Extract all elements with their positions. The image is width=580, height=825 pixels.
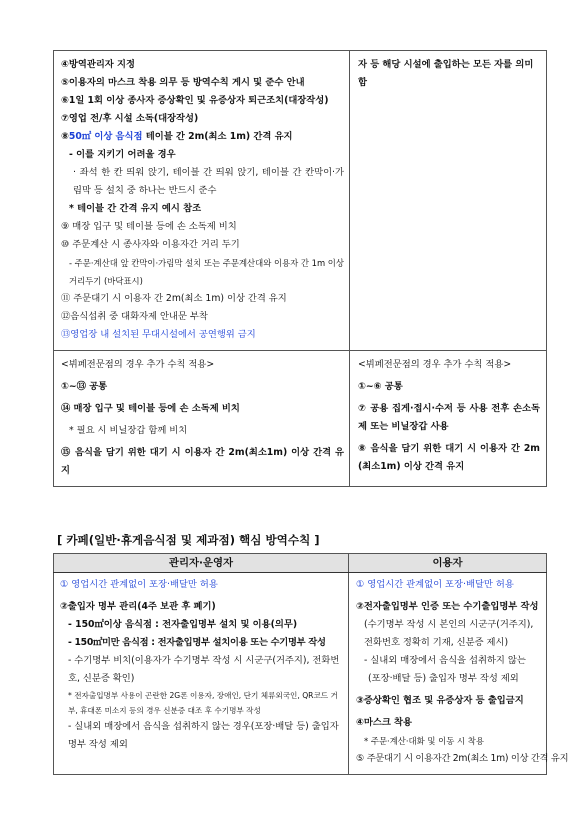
rule-subitem: - 실내외 매장에서 음식을 섭취하지 않는 경우(포장·배달 등) 출입자 명부 작성 제외 (68, 721, 339, 750)
rule-note: * 테이블 간 간격 유지 예시 참조 (69, 203, 202, 214)
rule-subitem: - 150㎡미만 음식점 : 전자출입명부 설치이용 또는 수기명부 작성 (68, 637, 326, 648)
admin-rules-cell (54, 51, 350, 351)
table-cafe-rules (53, 553, 569, 775)
header-user: 이용자 (349, 554, 547, 573)
table-restaurant-rules (53, 50, 547, 487)
rule-item-8: ⑧50㎡ 이상 음식점 테이블 간 2m(최소 1m) 간격 유지 (61, 131, 293, 142)
rule-item: ⑪ 주문대기 시 이용자 간 2m(최소 1m) 이상 간격 유지 (61, 293, 287, 304)
rule-item: ⑫음식섭취 중 대화자제 안내문 부착 (61, 311, 208, 322)
rule-item: ①~⑥ 공통 (358, 381, 403, 392)
rule-item: ⑦영업 전/후 시설 소독(대장작성) (61, 113, 199, 124)
rule-item: ⑩ 주문계산 시 종사자와 이용자간 거리 두기 (61, 239, 240, 250)
rule-item: ⑨ 매장 입구 및 테이블 등에 손 소독제 비치 (61, 221, 237, 232)
rule-item: ⑤이용자의 마스크 착용 의무 등 방역수칙 게시 및 준수 안내 (61, 77, 305, 88)
rule-item: ④방역관리자 지정 (61, 59, 135, 70)
rule-item: ⑮ 음식을 담기 위한 대기 시 이용자 간 2m(최소1m) 이상 간격 유지 (61, 447, 344, 476)
buffet-admin-cell (54, 351, 350, 487)
rule-item: ②출입자 명부 관리(4주 보관 후 폐기) (60, 601, 216, 612)
rule-subitem: - 주문·계산대 앞 칸막이·가림막 설치 또는 주문계산대와 이용자 간 1m 이상 거리두기 (바닥표시) (69, 258, 344, 286)
rule-item: ⑦ 공용 집게·접시·수저 등 사용 전후 손소독제 또는 비닐장갑 사용 (358, 403, 540, 432)
rule-note: * 주문·계산·대화 및 이동 시 착용 (364, 736, 484, 746)
buffet-heading: <뷔페전문점의 경우 추가 수칙 적용> (358, 359, 512, 370)
rule-note: * 필요 시 비닐장갑 함께 비치 (69, 425, 188, 436)
rule-subitem: - 이를 지키기 어려울 경우 (69, 149, 176, 160)
buffet-user-cell (350, 351, 547, 487)
rule-item: ⑥1일 1회 이상 종사자 증상확인 및 유증상자 퇴근조치(대장작성) (61, 95, 329, 106)
rule-item: ③증상확인 협조 및 유증상자 등 출입금지 (356, 695, 524, 706)
rule-subitem: - 150㎡이상 음식점 : 전자출입명부 설치 및 이용(의무) (68, 619, 298, 630)
highlight-text: 50㎡ 이상 음식점 (68, 131, 143, 142)
rule-item: 자 등 해당 시설에 출입하는 모든 자를 의미함 (358, 59, 534, 88)
rule-note: * 전자출입명부 사용이 곤란한 2G폰 이용자, 장애인, 단기 체류외국인, QR코드 거부, 휴대폰 미소지 등의 경우 신분증 대조 후 수기명부 작성 (68, 691, 338, 715)
rule-subitem: (수기명부 작성 시 본인의 시군구(거주지), 전화번호 정확히 기재, 신분증 제시) (364, 619, 534, 648)
section-title: [ 카페(일반·휴게음식점 및 제과점) 핵심 방역수칙 ] (57, 533, 320, 547)
rule-subitem: - 수기명부 비치(이용자가 수기명부 작성 시 시군구(거주지), 전화번호, 신분증 확인) (68, 655, 340, 684)
rule-item: ④마스크 착용 (356, 717, 413, 728)
rule-item: ①~⑬ 공통 (61, 381, 108, 392)
buffet-heading: <뷔페전문점의 경우 추가 수칙 적용> (61, 359, 215, 370)
rule-subitem: - 실내외 매장에서 음식을 섭취하지 않는 (364, 655, 526, 666)
user-rules-cell-2 (349, 573, 569, 775)
rule-item-13: ⑬영업장 내 설치된 무대시설에서 공연행위 금지 (61, 329, 256, 340)
rule-item: ⑤ 주문대기 시 이용자간 2m(최소 1m) 이상 간격 유지 (356, 753, 569, 764)
rule-subitem: · 좌석 한 칸 띄워 앉기, 테이블 간 띄워 앉기, 테이블 간 칸막이·가림막 등 설치 중 하나는 반드시 준수 (73, 167, 344, 196)
rule-item: ②전자출입명부 인증 또는 수기출입명부 작성 (356, 601, 539, 612)
rule-item: ① 영업시간 관계없이 포장·배달만 허용 (356, 579, 514, 590)
rule-subitem: (포장·배달 등) 출입자 명부 작성 제외 (368, 673, 519, 684)
manager-rules-cell (54, 573, 349, 775)
rule-item: ⑧ 음식을 담기 위한 대기 시 이용자 간 2m (최소1m) 이상 간격 유지 (358, 443, 540, 472)
rule-item: ⑭ 매장 입구 및 테이블 등에 손 소독제 비치 (61, 403, 240, 414)
rule-item: ① 영업시간 관계없이 포장·배달만 허용 (60, 579, 218, 590)
user-rules-cell (350, 51, 547, 351)
header-manager: 관리자·운영자 (54, 554, 349, 573)
